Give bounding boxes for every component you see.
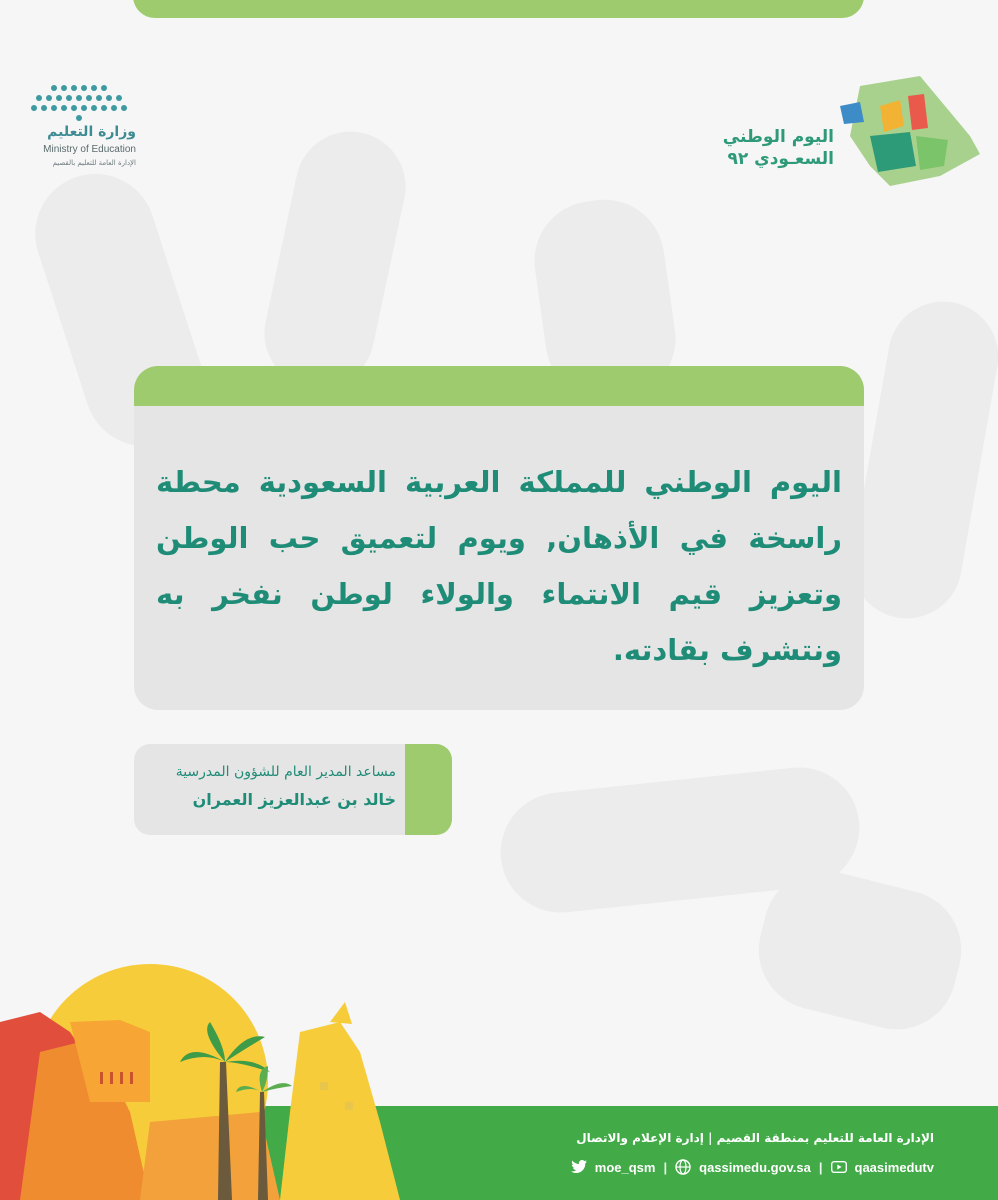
national-day-logo — [700, 66, 985, 196]
footer-separator: | — [708, 1131, 713, 1145]
twitter-handle-link[interactable]: moe_qsm — [594, 1159, 656, 1175]
footer-department: إدارة الإعلام والاتصال — [576, 1131, 704, 1145]
ministry-emblem-icon — [24, 78, 136, 122]
ministry-name-en: Ministry of Education — [43, 144, 136, 155]
national-day-line1: اليوم الوطني — [722, 127, 834, 147]
signature-name: خالد بن عبدالعزيز العمران — [192, 790, 396, 809]
footer-social-links — [571, 1156, 934, 1178]
youtube-channel-link[interactable]: qaasimedutv — [854, 1159, 934, 1175]
ministry-subtitle: الإدارة العامة للتعليم بالقصيم — [52, 159, 136, 167]
background-calligraphy — [843, 293, 998, 627]
national-day-text — [700, 126, 834, 170]
top-accent-bar — [133, 0, 864, 18]
background-calligraphy — [254, 121, 416, 398]
signature-accent — [405, 744, 452, 835]
signature-box — [134, 744, 452, 835]
youtube-icon — [831, 1159, 847, 1175]
ministry-name-ar: وزارة التعليم — [47, 124, 136, 140]
footer-org-line — [576, 1131, 934, 1145]
heritage-illustration — [0, 962, 470, 1200]
footer-separator: | — [818, 1159, 823, 1175]
national-day-line2: السعـودي ٩٢ — [727, 149, 834, 169]
signature-title: مساعد المدير العام للشؤون المدرسية — [175, 764, 396, 780]
ministry-logo — [12, 72, 144, 182]
globe-icon — [675, 1159, 691, 1175]
quote-text: اليوم الوطني للمملكة العربية السعودية محطة راسخة في الأذهان, ويوم لتعميق حب الوطن وتعزيز قيم الانتماء والولاء لوطن نفخر به ونتشرف بقادته. — [156, 465, 842, 667]
saudi-map-icon — [820, 66, 982, 194]
footer-org-name: الإدارة العامة للتعليم بمنطقة القصيم — [716, 1131, 934, 1145]
quote-card-header — [134, 366, 864, 406]
footer-separator: | — [663, 1159, 668, 1175]
quote-card — [134, 366, 864, 710]
twitter-icon — [571, 1159, 587, 1175]
website-link[interactable]: qassimedu.gov.sa — [699, 1159, 811, 1175]
